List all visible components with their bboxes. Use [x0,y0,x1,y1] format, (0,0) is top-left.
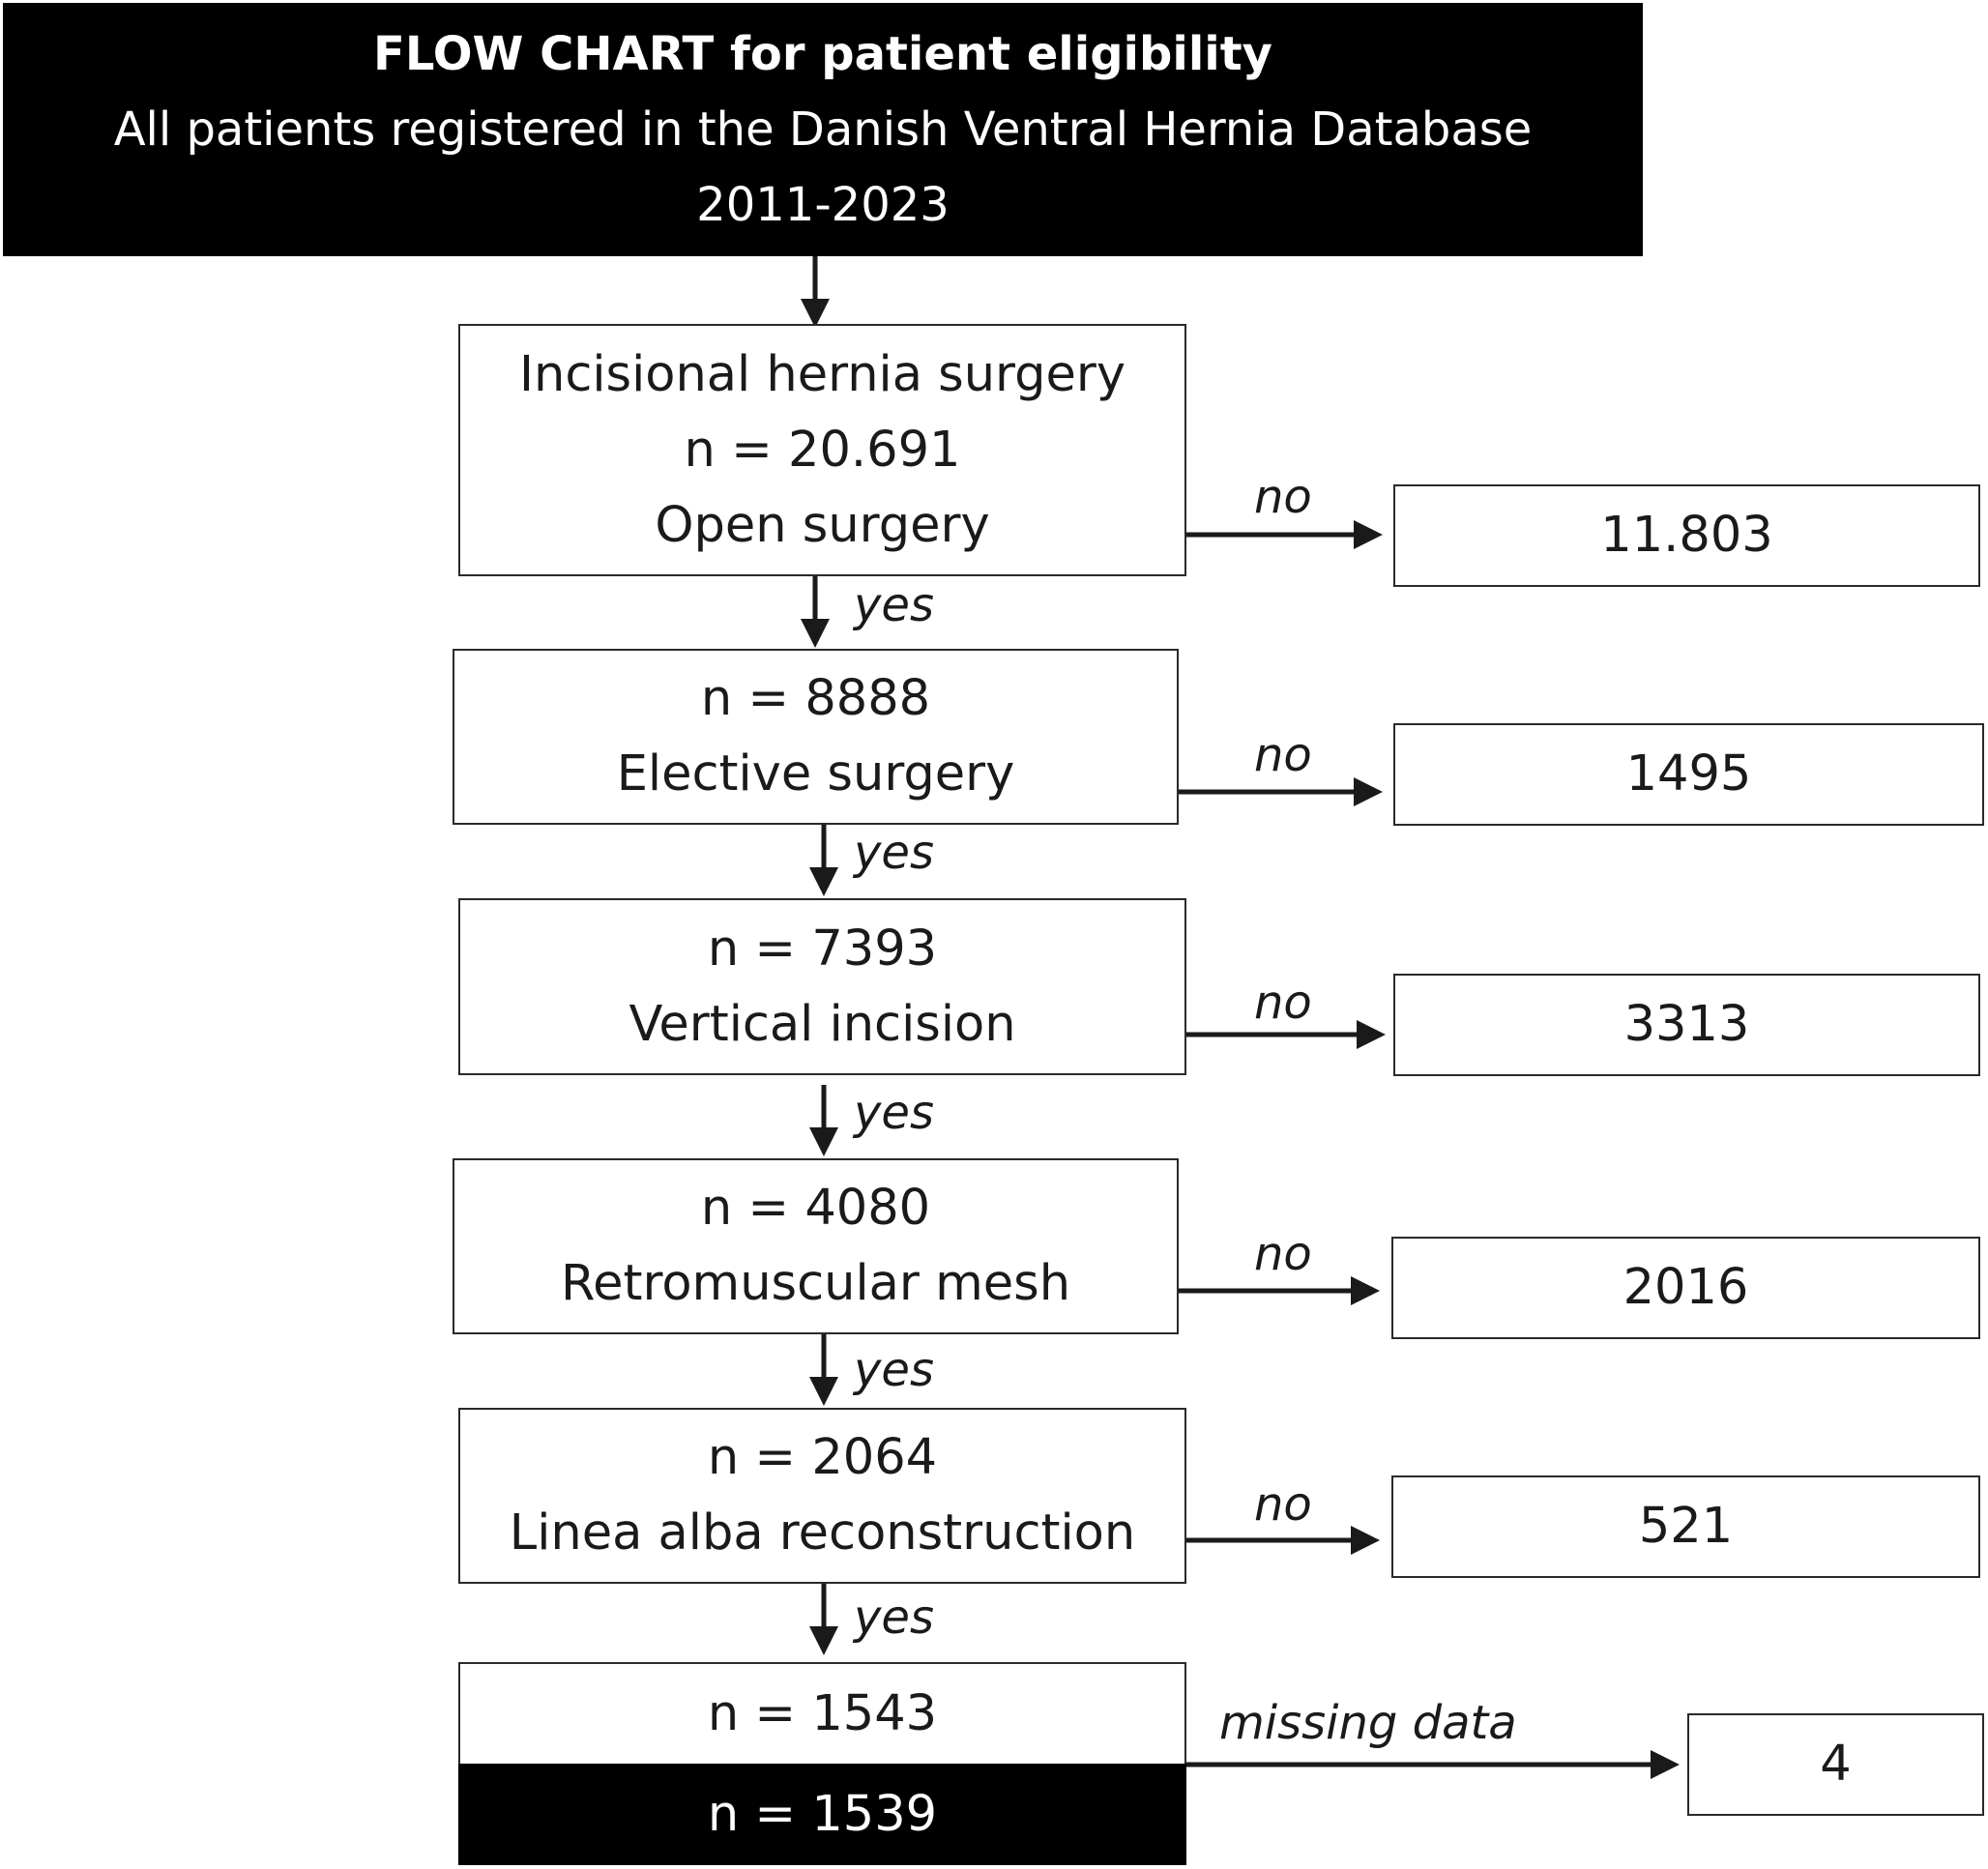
step1-count: n = 20.691 [684,421,961,479]
excluded-count-2: 1495 [1625,745,1752,803]
excluded-box-1 [1393,484,1980,587]
no-label-4: no [1254,1227,1312,1281]
excluded-box-2 [1393,723,1984,826]
yes-label-3: yes [854,1086,934,1140]
step-box-linea-alba [458,1408,1186,1584]
excluded-count-1: 11.803 [1600,507,1773,564]
final-count-before: n = 1543 [707,1684,938,1742]
no-label-5: no [1254,1477,1312,1532]
yes-label-4: yes [854,1343,934,1397]
step3-count: n = 7393 [707,920,938,978]
no-label-1: no [1254,470,1312,524]
yes-label-2: yes [854,826,934,880]
final-box-analyzed [458,1764,1186,1865]
header-box [3,3,1643,256]
step-box-vertical-incision [458,898,1186,1075]
final-box-included [458,1662,1186,1764]
excluded-count-3: 3313 [1623,996,1750,1053]
yes-label-1: yes [854,578,934,632]
header-years: 2011-2023 [696,178,950,232]
step2-count: n = 8888 [700,670,931,727]
header-subtitle: All patients registered in the Danish Ventral Hernia Database [113,102,1533,157]
excluded-count-4: 2016 [1623,1259,1749,1316]
step3-criterion: Vertical incision [629,995,1016,1053]
step2-criterion: Elective surgery [616,745,1015,803]
step-box-retromuscular-mesh [453,1158,1179,1334]
missing-data-label: missing data [1219,1696,1517,1750]
excluded-box-5 [1391,1475,1980,1578]
excluded-box-missing [1687,1713,1984,1816]
step5-criterion: Linea alba reconstruction [509,1504,1136,1562]
excluded-count-5: 521 [1638,1498,1734,1555]
final-count-analyzed: n = 1539 [707,1785,938,1843]
step4-count: n = 4080 [700,1180,931,1237]
excluded-box-3 [1393,974,1980,1076]
step-box-open-surgery [458,324,1186,576]
step4-criterion: Retromuscular mesh [560,1255,1071,1312]
step5-count: n = 2064 [707,1429,938,1486]
step-box-elective-surgery [453,649,1179,825]
yes-label-5: yes [854,1591,934,1645]
no-label-3: no [1254,976,1312,1030]
no-label-2: no [1254,728,1312,782]
step1-line1: Incisional hernia surgery [518,345,1126,403]
excluded-count-missing: 4 [1820,1736,1852,1793]
step1-criterion: Open surgery [655,496,990,554]
header-title: FLOW CHART for patient eligibility [373,27,1272,81]
excluded-box-4 [1391,1237,1980,1339]
